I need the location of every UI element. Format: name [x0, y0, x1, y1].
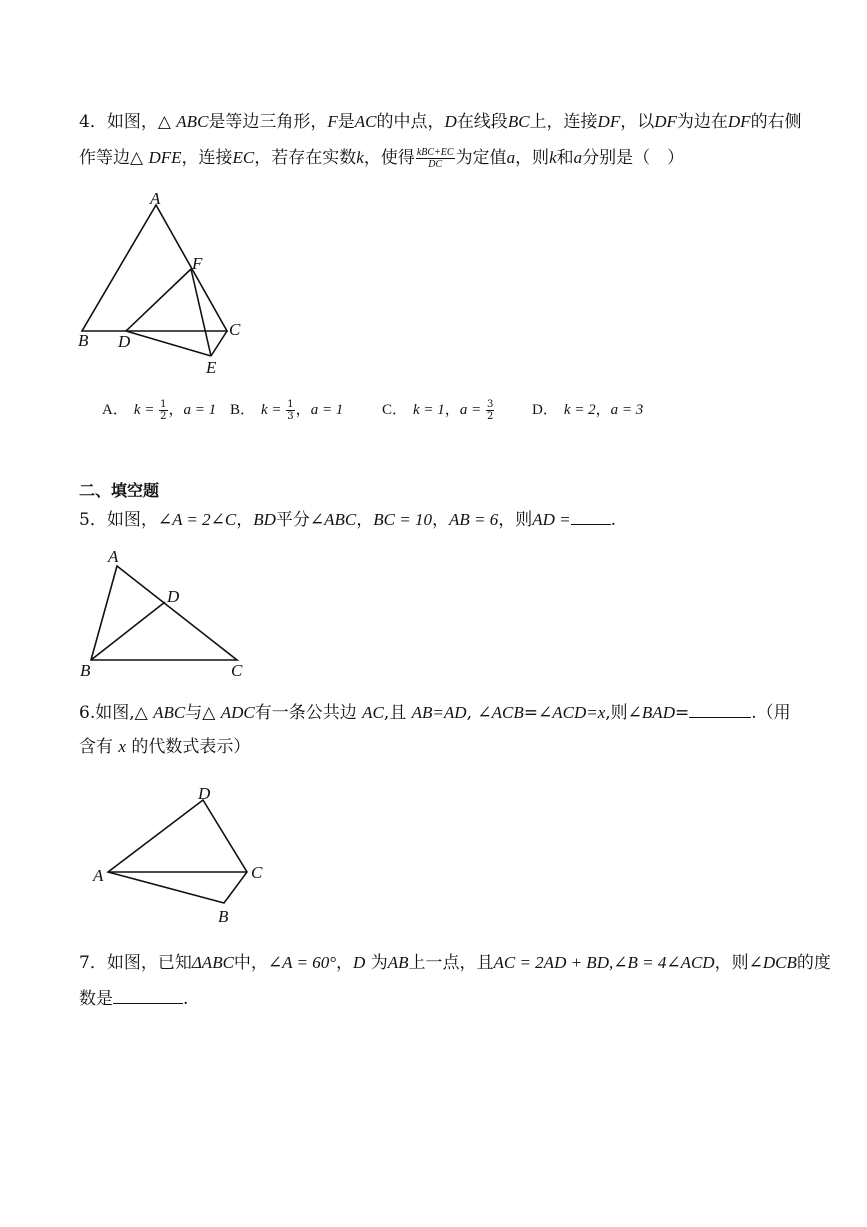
- q6-math: ADC: [220, 703, 255, 722]
- fraction-numerator: 1: [287, 398, 294, 410]
- q7-math: ∠DCB: [748, 953, 797, 972]
- triangle-abc: [91, 566, 237, 660]
- q6-text: =: [674, 703, 690, 723]
- q4-text: 的中点，: [376, 112, 445, 132]
- q7-text: 7．如图，已知: [79, 953, 192, 973]
- q4-text: 和: [556, 148, 574, 168]
- q4-text: 是等边三角形，: [208, 112, 328, 132]
- q7-text: ，则: [714, 953, 749, 973]
- option-label: B．: [230, 402, 256, 418]
- segment-df: [126, 269, 191, 331]
- option-sep: ，: [168, 400, 184, 418]
- q6-line-2: [79, 735, 250, 759]
- q6-text: 与△: [185, 703, 221, 723]
- q7-text: 为: [365, 953, 388, 973]
- q5-math: AB = 6: [448, 510, 499, 529]
- q6-text: ,且: [383, 703, 412, 723]
- option-math: k = 1: [413, 402, 445, 418]
- q4-text: ，若存在实数: [254, 148, 357, 168]
- q7-text: ，: [336, 953, 354, 973]
- q5-text: ，: [431, 510, 449, 530]
- q7-line-1: [79, 951, 831, 975]
- q4-text: 分别是（ ）: [582, 148, 685, 168]
- fraction-numerator: kBC+EC: [416, 147, 454, 158]
- q7-math: AB: [387, 953, 409, 972]
- q7-text: .: [183, 989, 189, 1009]
- q4-text: 是: [337, 112, 355, 132]
- label-c: C: [251, 863, 263, 882]
- q6-figure: [90, 780, 280, 930]
- q5-math: BC = 10: [373, 510, 432, 529]
- label-a: A: [93, 866, 104, 885]
- q6-math: x: [118, 737, 126, 756]
- q6-math: BAD: [641, 703, 675, 722]
- q5-text: .: [610, 510, 616, 530]
- q5-answer-blank[interactable]: [571, 508, 611, 525]
- q7-answer-blank[interactable]: [113, 987, 183, 1004]
- q4-math: DF: [654, 112, 677, 131]
- q7-text: 上一点，且: [408, 953, 494, 973]
- q5-text: ，: [236, 510, 254, 530]
- option-math: k = 2: [563, 402, 596, 418]
- option-math: a = 1: [183, 402, 217, 418]
- q6-math: ACB: [491, 703, 524, 722]
- label-b: B: [78, 331, 89, 350]
- q4-text: 为边在: [676, 112, 728, 132]
- q4-math: DFE: [148, 148, 182, 167]
- label-c: C: [231, 661, 243, 680]
- q6-answer-blank[interactable]: [689, 701, 751, 718]
- q4-option-a[interactable]: [102, 398, 216, 422]
- q5-math: ∠A = 2∠C: [157, 510, 237, 529]
- q6-text: 有一条公共边: [254, 703, 363, 723]
- q4-text: ，则: [515, 148, 550, 168]
- label-d: D: [167, 587, 180, 606]
- q6-text: .（用: [751, 703, 791, 723]
- fraction-denominator: 3: [287, 410, 294, 422]
- q4-text: 上，连接: [529, 112, 598, 132]
- fraction-numerator: 1: [160, 398, 167, 410]
- q5-text: 5．如图，: [79, 510, 158, 530]
- q6-math: ACD=x: [552, 703, 606, 722]
- option-math: a = 1: [310, 402, 344, 418]
- option-math: k =: [133, 402, 159, 418]
- segment-fe: [191, 269, 211, 356]
- q4-math: DF: [727, 112, 751, 131]
- q4-text: 4．如图，△: [79, 112, 177, 132]
- q4-figure: [70, 185, 260, 380]
- q4-text: 为定值: [455, 148, 507, 168]
- q7-text: 数是: [79, 989, 113, 1009]
- q6-text: 6.如图,△: [79, 703, 154, 723]
- q6-math: ABC: [153, 703, 186, 722]
- segment-bd: [91, 602, 165, 660]
- q6-text: 的代数式表示）: [125, 737, 251, 757]
- q7-math: AC = 2AD + BD,∠B = 4∠ACD: [493, 953, 715, 972]
- triangle-abc: [82, 205, 227, 331]
- q6-math: AC: [362, 703, 384, 722]
- label-f: F: [192, 254, 203, 273]
- q5-text: ，则: [498, 510, 533, 530]
- q4-text: ，连接: [181, 148, 233, 168]
- q6-text: , ∠: [466, 703, 492, 723]
- q4-text: 在线段: [456, 112, 508, 132]
- q5-math: BD: [253, 510, 276, 529]
- label-e: E: [206, 358, 217, 377]
- q4-math: AC: [354, 112, 377, 131]
- q4-math: ABC: [176, 112, 209, 131]
- q6-text: ,则∠: [605, 703, 642, 723]
- q4-option-c[interactable]: [382, 398, 495, 422]
- q5-figure: [75, 540, 255, 685]
- label-b: B: [80, 661, 91, 680]
- label-a: A: [150, 189, 161, 208]
- q6-text: =∠: [523, 703, 553, 723]
- q5-math: AD =: [532, 510, 571, 529]
- option-math: k =: [261, 402, 286, 418]
- q7-math: ∠A = 60°: [267, 953, 337, 972]
- q5-math: ∠ABC: [309, 510, 357, 529]
- label-d: D: [198, 784, 211, 803]
- fraction-numerator: 3: [486, 398, 494, 410]
- q4-option-d[interactable]: [532, 398, 643, 421]
- label-b: B: [218, 907, 229, 926]
- q6-text: 含有: [79, 737, 119, 757]
- segment-ec: [211, 331, 227, 356]
- section-heading: 二、填空题: [79, 481, 160, 500]
- q6-line-1: [79, 701, 791, 725]
- fraction-denominator: 2: [486, 410, 494, 422]
- q4-fraction: [416, 147, 455, 170]
- quad-adcb: [108, 800, 247, 903]
- option-sep: ，: [444, 400, 460, 418]
- q4-text: 的右侧: [750, 112, 802, 132]
- q4-math: a: [573, 148, 583, 167]
- q6-math: AB=AD: [411, 703, 467, 722]
- q7-text: 的度: [796, 953, 831, 973]
- option-label: D．: [532, 402, 558, 418]
- q4-math: DF: [597, 112, 621, 131]
- option-math: a = 3: [610, 402, 644, 418]
- q4-math: EC: [232, 148, 255, 167]
- q4-text: ，以: [620, 112, 655, 132]
- option-sep: ，: [295, 400, 311, 418]
- q4-math: BC: [507, 112, 530, 131]
- q7-math: D: [353, 953, 366, 972]
- q4-math: k: [356, 148, 364, 167]
- q7-text: 中，: [233, 953, 268, 973]
- fraction-denominator: DC: [428, 159, 443, 170]
- fraction-denominator: 2: [160, 410, 167, 422]
- label-c: C: [229, 320, 241, 339]
- q4-math: k: [549, 148, 557, 167]
- q4-math: F: [327, 112, 338, 131]
- q4-text: ，使得: [363, 148, 415, 168]
- label-d: D: [118, 332, 131, 351]
- q4-line-2: [79, 146, 684, 170]
- q5-line: [79, 508, 616, 532]
- option-fraction: [286, 399, 294, 422]
- q5-text: ，: [356, 510, 374, 530]
- q4-math: a: [506, 148, 516, 167]
- q7-math: ΔABC: [191, 953, 234, 972]
- q4-line-1: [79, 110, 802, 134]
- option-label: C．: [382, 402, 408, 418]
- q5-text: 平分: [275, 510, 310, 530]
- q4-math: D: [444, 112, 457, 131]
- option-fraction: [486, 399, 494, 422]
- q4-option-b[interactable]: [230, 398, 343, 422]
- label-a: A: [108, 547, 119, 566]
- q4-text: 作等边△: [79, 148, 149, 168]
- option-label: A．: [102, 402, 128, 418]
- segment-de: [126, 331, 211, 356]
- option-fraction: [159, 399, 167, 422]
- option-math: a =: [459, 402, 485, 418]
- q7-line-2: [79, 987, 188, 1011]
- option-sep: ，: [595, 400, 611, 418]
